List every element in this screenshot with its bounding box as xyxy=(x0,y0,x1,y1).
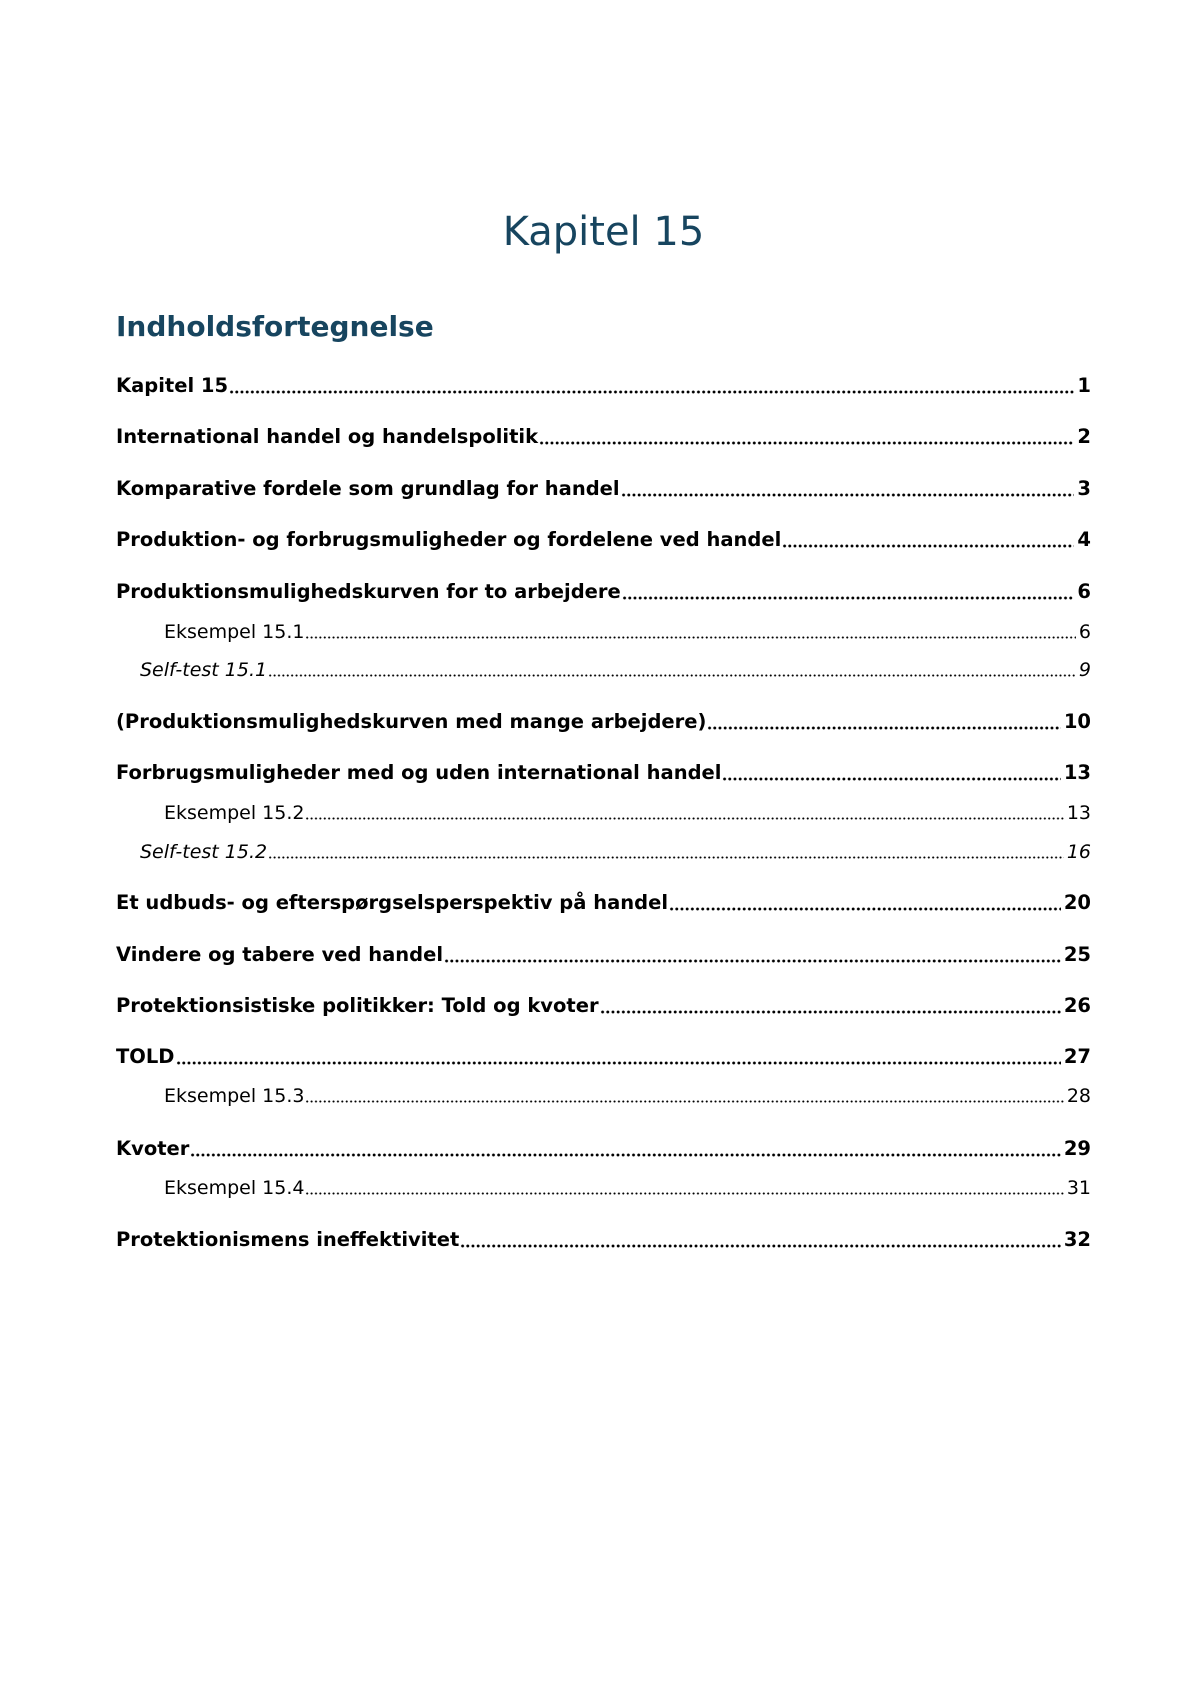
toc-entry-label: (Produktionsmulighedskurven med mange arbejdere) xyxy=(116,710,707,733)
toc-selftest-entry[interactable] xyxy=(140,656,1091,684)
dot-leader xyxy=(669,903,1061,917)
toc-entry-label: Produktion- og forbrugsmuligheder og fordelene ved handel xyxy=(116,528,782,551)
toc-entry[interactable] xyxy=(116,1135,1091,1163)
toc-entry[interactable] xyxy=(116,1043,1091,1071)
toc-entry[interactable] xyxy=(116,889,1091,917)
dot-leader xyxy=(305,632,1075,646)
page-title: Kapitel 15 xyxy=(502,209,705,255)
dot-leader xyxy=(305,1096,1063,1110)
toc-subentry[interactable] xyxy=(164,618,1091,646)
dot-leader xyxy=(622,592,1075,606)
dot-leader xyxy=(305,813,1063,827)
dot-leader xyxy=(268,670,1076,684)
toc-entry-page: 4 xyxy=(1077,528,1091,551)
toc-entry-label: Kapitel 15 xyxy=(116,374,229,397)
toc-entry-label: Produktionsmulighedskurven for to arbejdere xyxy=(116,580,621,603)
dot-leader xyxy=(444,955,1061,969)
toc-subentry[interactable] xyxy=(164,1082,1091,1110)
toc-entry-label: Kvoter xyxy=(116,1137,190,1160)
toc-entry-label: International handel og handelspolitik xyxy=(116,425,539,448)
toc-entry[interactable] xyxy=(116,475,1091,503)
toc-selftest-entry[interactable] xyxy=(140,838,1091,866)
dot-leader xyxy=(707,722,1060,736)
dot-leader xyxy=(782,540,1074,554)
dot-leader xyxy=(190,1149,1060,1163)
toc-selftest-label: Self-test 15.2 xyxy=(140,841,268,863)
dot-leader xyxy=(539,437,1074,451)
toc-entry-page: 2 xyxy=(1077,425,1091,448)
toc-entry-page: 32 xyxy=(1063,1228,1091,1251)
toc-entry[interactable] xyxy=(116,992,1091,1020)
dot-leader xyxy=(176,1057,1061,1071)
toc-entry-page: 25 xyxy=(1063,943,1091,966)
dot-leader xyxy=(600,1006,1061,1020)
toc-selftest-label: Self-test 15.1 xyxy=(140,659,268,681)
toc-subentry-page: 28 xyxy=(1066,1085,1091,1107)
dot-leader xyxy=(722,773,1060,787)
toc-entry-page: 13 xyxy=(1063,761,1091,784)
toc-entry-page: 26 xyxy=(1063,994,1091,1017)
toc-entry-label: Protektionsistiske politikker: Told og kvoter xyxy=(116,994,599,1017)
toc-heading: Indholdsfortegnelse xyxy=(116,310,434,343)
toc-entry[interactable] xyxy=(116,372,1091,400)
dot-leader xyxy=(305,1188,1063,1202)
toc-entry-label: Protektionismens ineffektivitet xyxy=(116,1228,460,1251)
toc-entry-page: 29 xyxy=(1063,1137,1091,1160)
toc-entry-label: Vindere og tabere ved handel xyxy=(116,943,444,966)
dot-leader xyxy=(229,386,1074,400)
toc-subentry[interactable] xyxy=(164,1174,1091,1202)
toc-entry-label: Et udbuds- og efterspørgselsperspektiv på handel xyxy=(116,891,668,914)
toc-subentry-label: Eksempel 15.2 xyxy=(164,802,305,824)
toc-entry[interactable] xyxy=(116,708,1091,736)
toc-entry[interactable] xyxy=(116,1226,1091,1254)
toc-subentry-label: Eksempel 15.4 xyxy=(164,1177,305,1199)
dot-leader xyxy=(460,1240,1061,1254)
toc-entry-page: 27 xyxy=(1063,1045,1091,1068)
toc-entry-page: 3 xyxy=(1077,477,1091,500)
dot-leader xyxy=(621,489,1075,503)
toc-entry[interactable] xyxy=(116,759,1091,787)
toc-entry-page: 6 xyxy=(1077,580,1091,603)
toc-entry[interactable] xyxy=(116,941,1091,969)
toc-entry-label: Forbrugsmuligheder med og uden international handel xyxy=(116,761,722,784)
toc-subentry-label: Eksempel 15.1 xyxy=(164,621,305,643)
toc-entry[interactable] xyxy=(116,423,1091,451)
toc-selftest-page: 16 xyxy=(1066,841,1091,863)
toc-entry-page: 10 xyxy=(1063,710,1091,733)
toc-entry[interactable] xyxy=(116,578,1091,606)
toc-entry-page: 20 xyxy=(1063,891,1091,914)
toc-subentry-page: 31 xyxy=(1066,1177,1091,1199)
toc-subentry-page: 6 xyxy=(1078,621,1091,643)
toc-subentry-label: Eksempel 15.3 xyxy=(164,1085,305,1107)
dot-leader xyxy=(268,852,1064,866)
toc-subentry-page: 13 xyxy=(1066,802,1091,824)
toc-entry-label: TOLD xyxy=(116,1045,175,1068)
toc-selftest-page: 9 xyxy=(1078,659,1091,681)
toc-entry[interactable] xyxy=(116,526,1091,554)
toc-entry-page: 1 xyxy=(1077,374,1091,397)
toc-entry-label: Komparative fordele som grundlag for handel xyxy=(116,477,620,500)
toc-subentry[interactable] xyxy=(164,799,1091,827)
